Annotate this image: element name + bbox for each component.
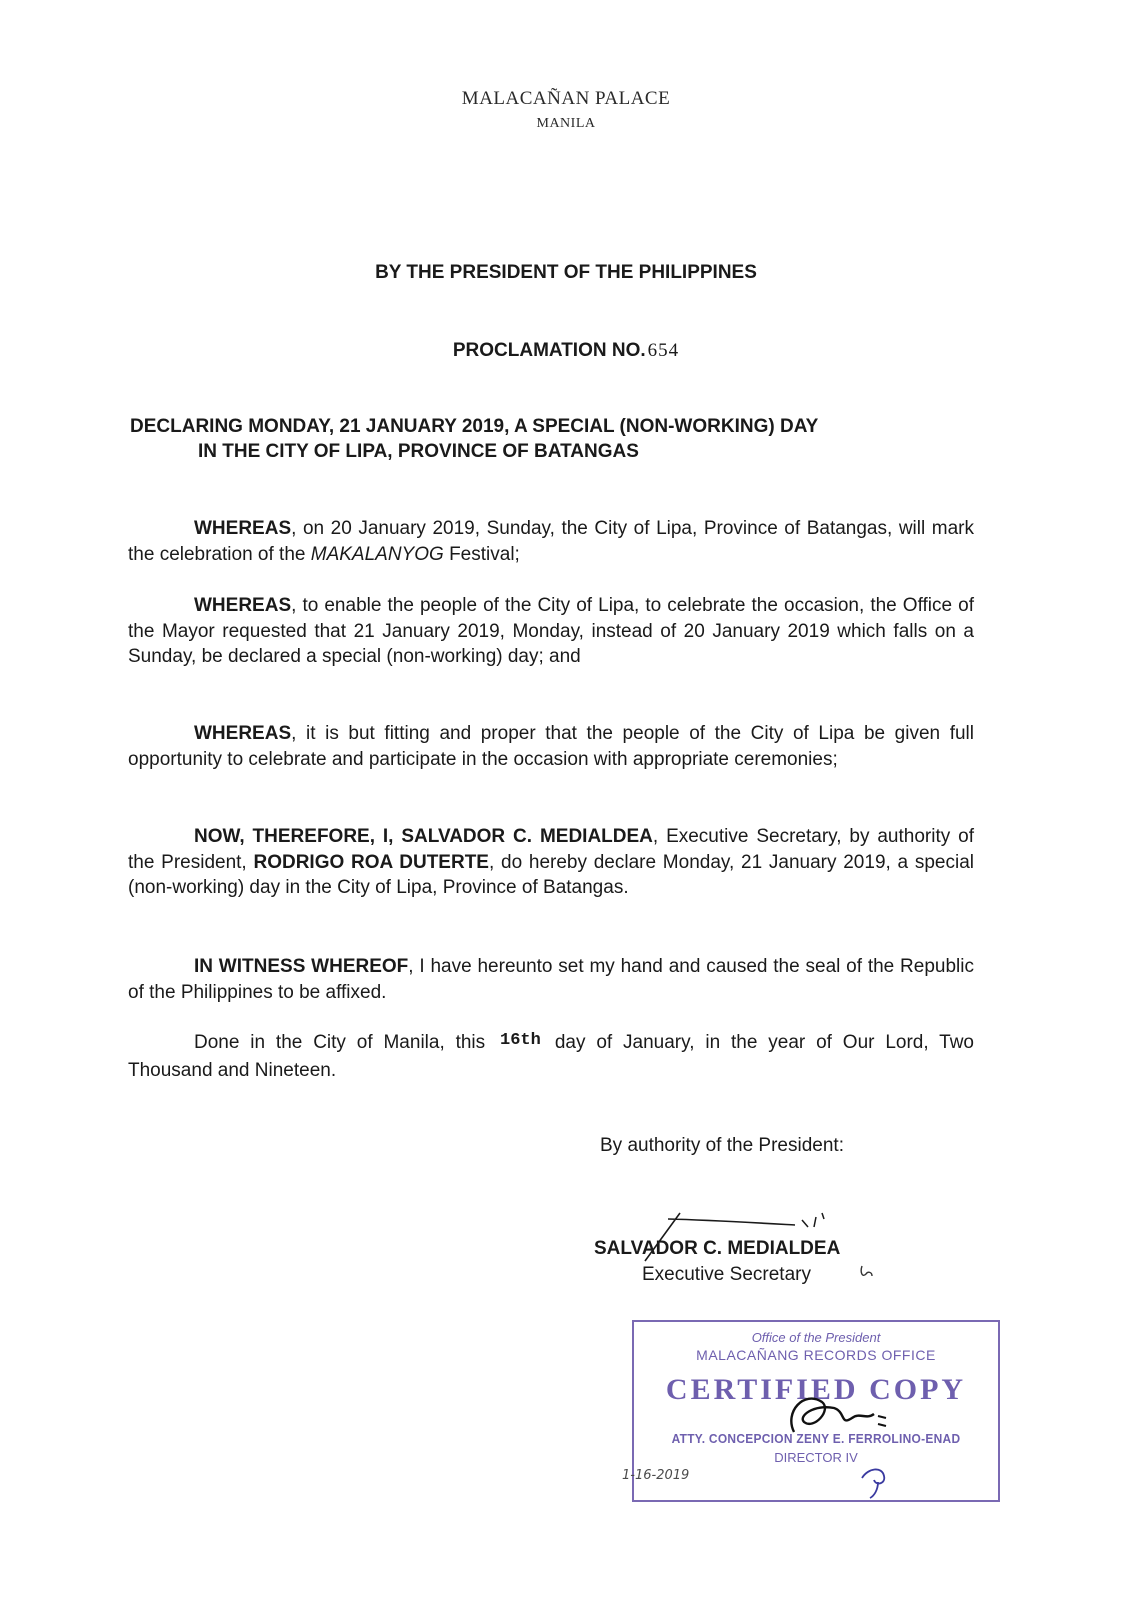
initial-mark: [858, 1262, 878, 1282]
whereas-paragraph-2: [128, 593, 974, 670]
letterhead: [0, 88, 1132, 132]
proclamation-title: [130, 414, 970, 464]
stamp-officer-title: DIRECTOR IV: [774, 1450, 858, 1465]
declaration-text-2: , do hereby declare Monday, 21 January 2019, a special (non-working) day in the City of Lipa, Province of Batangas.: [128, 851, 974, 898]
stamp-initial-mark: [856, 1456, 896, 1500]
palace-city: MANILA: [536, 116, 596, 131]
whereas-lead-3: WHEREAS: [194, 723, 292, 744]
signatory-position: Executive Secretary: [642, 1264, 811, 1285]
whereas-text-1: , on 20 January 2019, Sunday, the City of Lipa, Province of Batangas, will mark the celebration of the: [128, 518, 974, 565]
done-text-1: Done in the City of Manila, this: [194, 1032, 486, 1053]
proclamation-number: 654: [647, 340, 680, 361]
title-line-2: IN THE CITY OF LIPA, PROVINCE OF BATANGAS: [198, 441, 639, 462]
whereas-lead-2: WHEREAS: [194, 595, 292, 616]
stamp-office: Office of the President: [751, 1330, 881, 1345]
title-line-1: DECLARING MONDAY, 21 JANUARY 2019, A SPECIAL (NON-WORKING) DAY: [130, 416, 819, 437]
stamp-officer: ATTY. CONCEPCION ZENY E. FERROLINO-ENAD: [671, 1431, 961, 1446]
president-name: RODRIGO ROA DUTERTE: [253, 851, 489, 873]
palace-name: MALACAÑAN PALACE: [461, 88, 671, 109]
whereas-paragraph-3: [128, 721, 974, 772]
done-day: 16th: [500, 1031, 541, 1050]
whereas-text-3: , it is but fitting and proper that the people of the City of Lipa be given full opportunity to celebrate and participate in the occasion with appropriate ceremonies;: [128, 723, 974, 770]
done-text-2: day of January, in the year of Our Lord, Two Thousand and Nineteen.: [128, 1032, 974, 1081]
certified-copy-stamp: [622, 1320, 1000, 1502]
witness-paragraph: [128, 954, 974, 1005]
witness-text: , I have hereunto set my hand and caused the seal of the Republic of the Philippines to be affixed.: [128, 956, 974, 1003]
signatory-name: SALVADOR C. MEDIALDEA: [594, 1238, 841, 1259]
stamp-signature: [774, 1382, 894, 1452]
witness-lead: IN WITNESS WHEREOF: [194, 956, 409, 977]
whereas-lead-1: WHEREAS: [194, 518, 292, 539]
done-paragraph: [128, 1030, 974, 1083]
proclamation-heading: [0, 340, 1132, 362]
stamp-handwritten-date: 1-16-2019: [622, 1468, 690, 1483]
whereas-end-1: Festival;: [443, 543, 520, 565]
declaration-text-1: , Executive Secretary, by authority of the President,: [128, 826, 974, 873]
authority-line: By authority of the President:: [600, 1135, 844, 1156]
stamp-certified: CERTIFIED COPY: [665, 1373, 967, 1406]
proclamation-label: PROCLAMATION NO.: [452, 340, 646, 361]
festival-name: MAKALANYOG: [310, 543, 444, 565]
whereas-paragraph-1: [128, 516, 974, 567]
declaration-paragraph: [128, 824, 974, 901]
stamp-records-office: MALACAÑANG RECORDS OFFICE: [696, 1347, 936, 1363]
whereas-text-2: , to enable the people of the City of Lipa, to celebrate the occasion, the Office of the Mayor requested that 21 January 2019, Monday, instead of 20 January 2019 which falls on a Sunday, be declared a special (non-working) day; and: [128, 595, 974, 667]
issuing-authority: BY THE PRESIDENT OF THE PHILIPPINES: [375, 262, 757, 283]
declaration-lead: NOW, THEREFORE, I, SALVADOR C. MEDIALDEA: [194, 826, 653, 847]
